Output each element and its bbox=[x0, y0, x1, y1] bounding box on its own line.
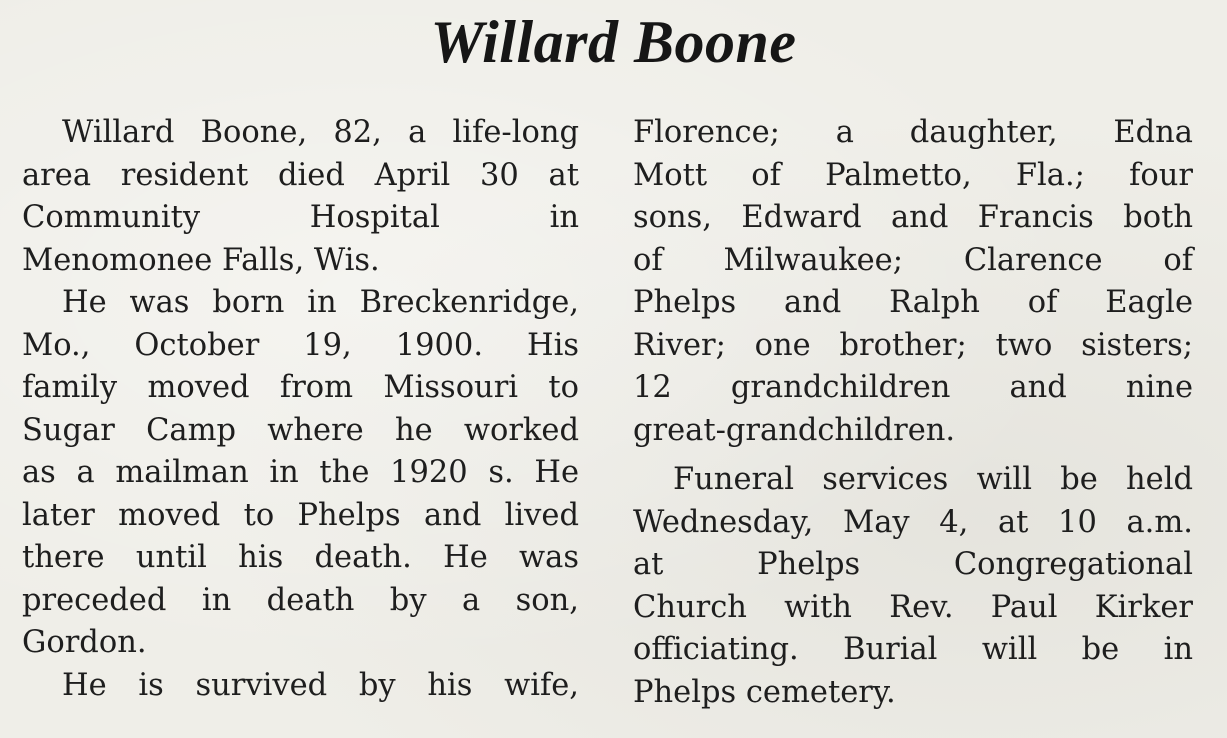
right-column-line: officiating. Burial will be in bbox=[633, 632, 1193, 667]
left-column-line: He is survived by his wife, bbox=[62, 667, 579, 703]
right-column-line: at Phelps Congregational bbox=[633, 547, 1193, 582]
left-column-line: Willard Boone, 82, a life-long bbox=[62, 115, 579, 150]
right-column-line: Funeral services will be held bbox=[673, 462, 1193, 497]
right-column-line: Phelps cemetery. bbox=[633, 674, 896, 710]
paragraph-gap bbox=[633, 452, 1193, 459]
obituary-column-right bbox=[633, 112, 1193, 714]
left-column-line: family moved from Missouri to bbox=[22, 370, 579, 405]
right-column-line: 12 grandchildren and nine bbox=[633, 370, 1193, 405]
right-column-line: Phelps and Ralph of Eagle bbox=[633, 285, 1193, 320]
right-column-line: Florence; a daughter, Edna bbox=[633, 115, 1193, 150]
left-column-line: Mo., October 19, 1900. His bbox=[22, 327, 579, 363]
left-column-line: Community Hospital in bbox=[22, 200, 579, 235]
right-column-line: great-grandchildren. bbox=[633, 412, 956, 448]
left-column-line: preceded in death by a son, bbox=[22, 582, 579, 618]
right-column-line: River; one brother; two sisters; bbox=[633, 327, 1193, 363]
right-column-line: of Milwaukee; Clarence of bbox=[633, 242, 1193, 278]
left-column-line: He was born in Breckenridge, bbox=[62, 285, 579, 320]
left-column-line: as a mailman in the 1920 s. He bbox=[22, 455, 579, 490]
right-column-line: sons, Edward and Francis both bbox=[633, 200, 1193, 235]
right-column-line: Mott of Palmetto, Fla.; four bbox=[633, 157, 1193, 193]
left-column-line: Gordon. bbox=[22, 625, 147, 660]
right-column-line: Wednesday, May 4, at 10 a.m. bbox=[633, 504, 1193, 540]
obituary-headline: Willard Boone bbox=[430, 9, 797, 75]
left-column-line: there until his death. He was bbox=[22, 540, 579, 575]
left-column-line: area resident died April 30 at bbox=[22, 157, 579, 193]
left-column-line: later moved to Phelps and lived bbox=[22, 497, 579, 533]
left-column-line: Menomonee Falls, Wis. bbox=[22, 242, 380, 278]
obituary-column-left bbox=[22, 112, 579, 707]
right-column-line: Church with Rev. Paul Kirker bbox=[633, 589, 1193, 625]
left-column-line: Sugar Camp where he worked bbox=[22, 412, 579, 448]
